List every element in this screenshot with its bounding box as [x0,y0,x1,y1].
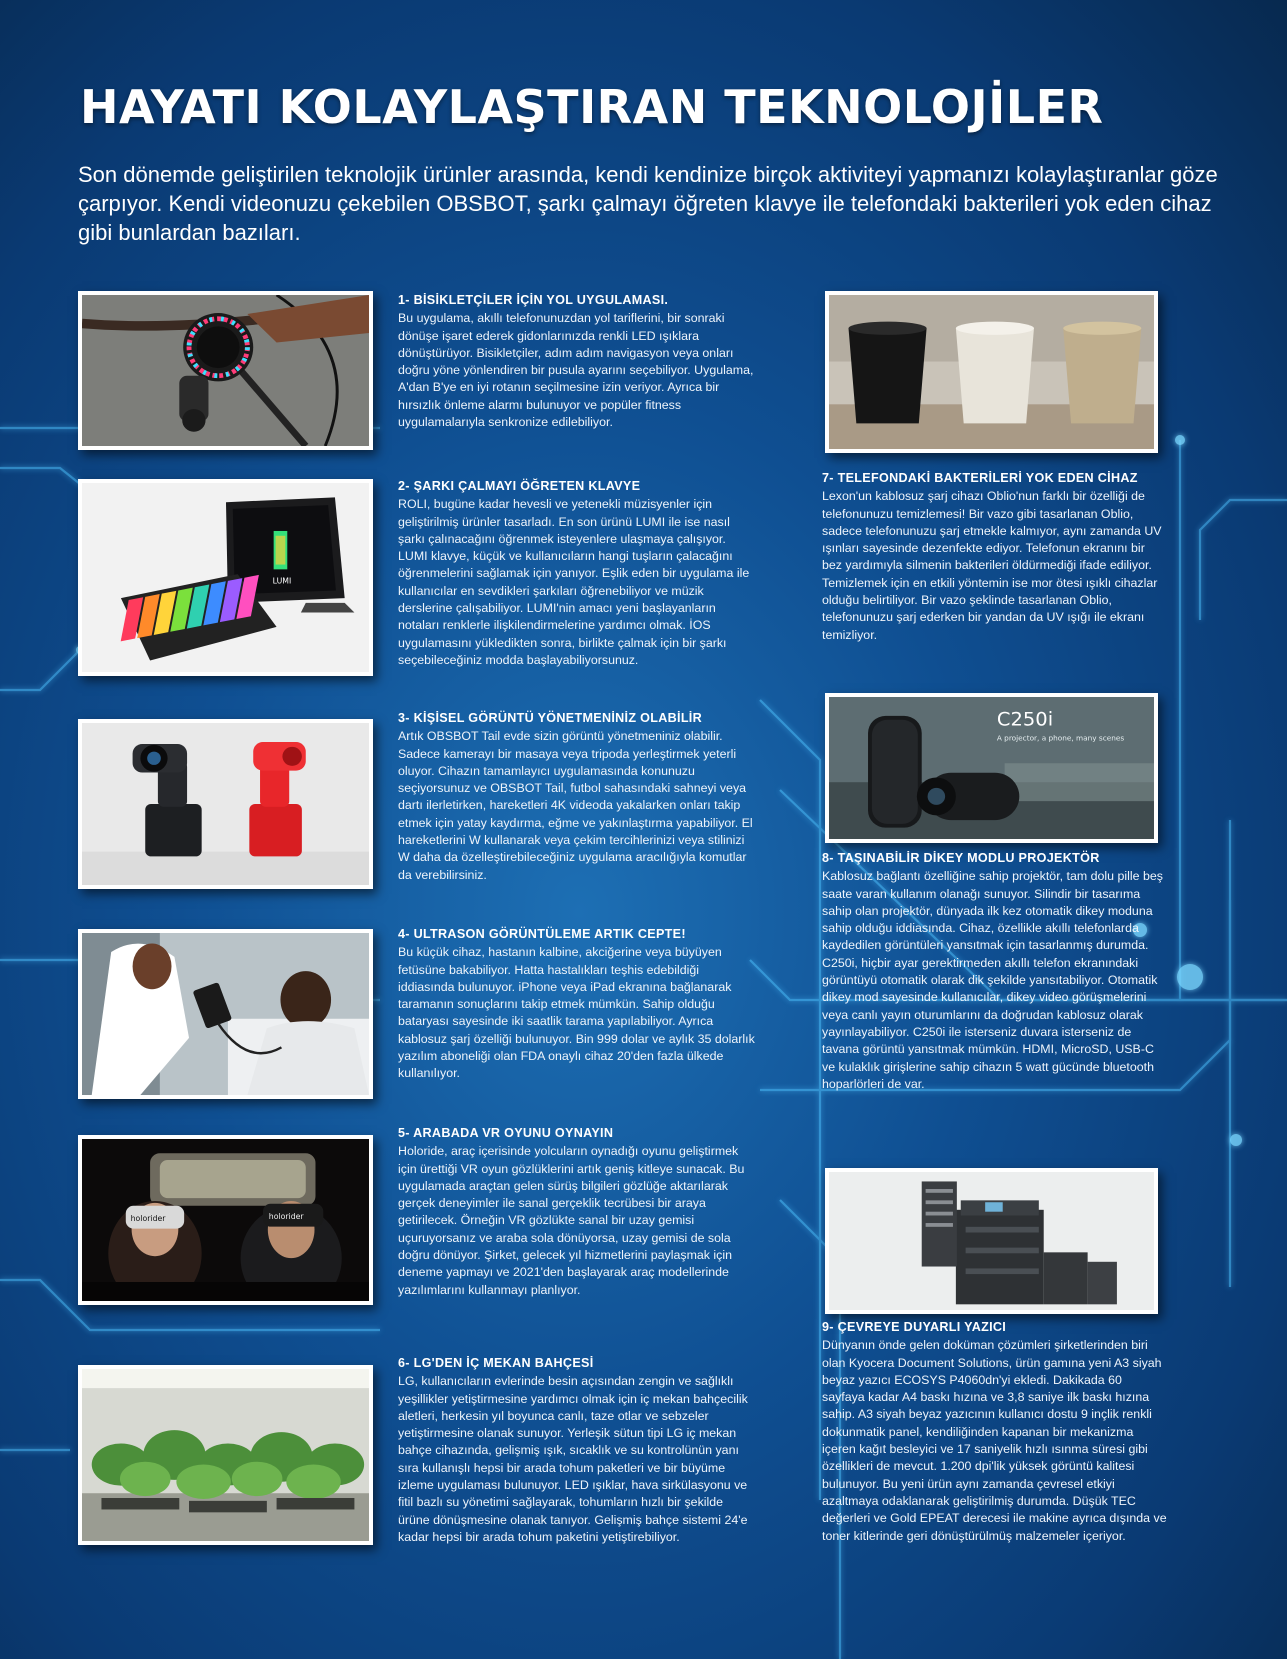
article-body: Holoride, araç içerisinde yolcuların oynadığı oyunu geliştirmek için ürettiği VR oyun gözlüklerini artık geniş kitleye sunacak. Bu uygulamada araçtan gelen sürüş bilgileri gözlüğe aktarılarak gerçek deneyimler ile sanal gerçeklik tecrübesi bir araya getirilecek. Örneğin VR gözlükte sanal bir uzay gemisi uçuruyorsanız ve araba sola dönüyorsa, uzay gemisi de sola doğru dönüyor. Şirket, gelecek yıl hizmetlerini paylaşmak için deneme yapmayı ve 2021'den başlayarak araç modellerinde yazılımlarını kullanmayı planlıyor. [398,1144,745,1297]
photo-lumi-keyboard [78,479,373,676]
keyboard-screen-label: LUMI [272,576,292,586]
vr-logo-left: holorider [130,1214,166,1223]
article-4 [398,926,758,1083]
article-heading: 9- ÇEVREYE DUYARLI YAZICI [822,1320,1007,1334]
article-7 [822,470,1167,644]
page-title: HAYATI KOLAYLAŞTIRAN TEKNOLOJİLER [80,80,1104,134]
vr-car-image [82,1139,369,1301]
article-heading: 1- BİSİKLETÇİLER İÇİN YOL UYGULAMASI. [398,293,669,307]
vr-logo-right: holorider [268,1212,304,1222]
article-2 [398,478,758,669]
printer-image [829,1172,1154,1310]
photo-vr-in-car [78,1135,373,1305]
projector-tagline: A projector, a phone, many scenes [996,733,1125,743]
article-heading: 6- LG'DEN İÇ MEKAN BAHÇESİ [398,1356,594,1370]
article-1 [398,292,758,431]
garden-image [82,1369,369,1541]
obsbot-image [82,723,369,885]
ultrasound-image [82,933,369,1095]
article-body: Artık OBSBOT Tail evde sizin görüntü yönetmeniniz olabilir. Sadece kamerayı bir masaya veya tripoda yerleştirmek yeterli oluyor. Cihazın tamamlayıcı uygulamasında konunuzu seçiyorsunuz ve OBSBOT Tail, futbol sahasındaki sahneyi veya dartı ilerletirken, hareketleri 4K videoda yakalarken onları takip etmek için yatay kaydırma, eğme ve yakınlaştırma yapabiliyor. El hareketlerini W kullanarak veya çekim tercihlerinizi veya stilinizi W daha da özelleştirebileceğiniz uygulama aracılığıyla komutlar da verebilirsiniz. [398,729,753,882]
photo-kyocera-printer [825,1168,1158,1314]
intro-paragraph: Son dönemde geliştirilen teknolojik ürünler arasında, kendi kendinize birçok aktiviteyi yapmanızı kolaylaştıranlar göze çarpıyor. Kendi videonuzu çekebilen OBSBOT, şarkı çalmayı öğreten klavye ile telefondaki bakterileri yok eden cihaz gibi bunlardan bazıları. [78,162,1218,245]
article-3 [398,710,758,884]
projector-title: C250i [996,707,1054,731]
keyboard-image [82,483,369,672]
article-body: Bu küçük cihaz, hastanın kalbine, akciğerine veya büyüyen fetüsüne bakabiliyor. Hatta hastalıkları teşhis edebildiği iddiasında bulunuyor. iPhone veya iPad ekranına bağlanarak taramanın sonuçlarını takip etmek mümkün. Sahip olduğu bataryası sayesinde iki saatlik tarama yapılabiliyor. Ayrıca kablosuz şarj özelliği bulunuyor. Bin 999 dolar ve aylık 35 dolarlık yazılım aboneliği olan FDA onaylı cihaz 20'den fazla ülkede kullanılıyor. [398,945,755,1081]
article-body: Kablosuz bağlantı özelliğine sahip projektör, tam dolu pille beş saate varan kullanım olanağı sunuyor. Silindir bir tasarıma sahip olan projektör, dünyada ilk kez otomatik dikey moduna sahip olduğu iddiasında. Cihaz, özellikle akıllı telefonlarda kaydedilen görüntüleri yansıtmak için tasarlanmış durumda. C250i, hiçbir ayar gerektirmeden akıllı telefon ekranındaki görüntüyü otomatik olarak dik şekilde yansıtabiliyor. Otomatik dikey mod sayesinde kullanıcılar, dikey video görüşmelerini veya canlı yayın oturumlarını da doğrudan kablosuz olarak yayınlayabiliyor. C250i ile isterseniz duvara isterseniz de tavana görüntü yansıtmak mümkün. HDMI, MicroSD, USB-C ve kulaklık girişlerine sahip cihazın 5 watt gücünde bluetooth hoparlörleri de var. [822,869,1163,1091]
article-body: Lexon'un kablosuz şarj cihazı Oblio'nun farklı bir özelliği de telefonunuzu temizlemesi! Bir vazo gibi tasarlanan Oblio, sadece telefonunuzu şarj etmekle kalmıyor, aynı zamanda UV ışınları sayesinde dezenfekte ediyor. Telefonun ekranını bir bez yardımıyla silmenin bakterileri öldürmediği ifade ediliyor. Temizlemek için en etkili yöntemin ise mor ötesi ışıklı cihazlar olduğu belirtiliyor. Bir vazo şeklinde tasarlanan Oblio, telefonunuzu şarj ederken bir yandan da UV ışığı ile ekranı temizliyor. [822,489,1162,642]
article-body: Dünyanın önde gelen doküman çözümleri şirketlerinden biri olan Kyocera Document Solutions, ürün gamına yeni A3 siyah beyaz yazıcı ECOSYS P4060dn'yi ekledi. Dakikada 60 sayfaya kadar A4 baskı hızına ve 3,8 saniye ilk baskı hızına sahip. A3 siyah beyaz yazıcının kullanıcı dostu 9 inçlik renkli dokunmatik panel, kendiliğinden kapanan bir mekanizma içeren kağıt besleyici ve 17 saniyelik hızlı ısınma süresi gibi özellikleri de mevcut. 1.200 dpi'lik yüksek görüntü kalitesi bulunuyor. Bu yeni ürün aynı zamanda çevresel etkiyi azaltmaya odaklanarak geliştirilmiş durumda. Düşük TEC değerleri ve Gold EPEAT derecesi ile makine ayrıca dışında ve toner kitlerinde geri dönüştürülmüş malzemeler içeriyor. [822,1338,1167,1543]
photo-oblio-chargers [825,291,1158,453]
article-heading: 3- KİŞİSEL GÖRÜNTÜ YÖNETMENİNİZ OLABİLİR [398,711,703,725]
article-body: Bu uygulama, akıllı telefonunuzdan yol tariflerini, bir sonraki dönüşe işaret ederek gidonlarınızda renkli LED ışıklara dönüştürüyor. Bisikletçiler, adım adım navigasyon veya onları doğru yöne yönlendiren bir pusula ayarını seçebiliyor. Uygulama, A'dan B'ye en iyi rotanın seçilmesine izin veriyor. Ayrıca bir hırsızlık önleme alarmı bulunuyor ve popüler fitness uygulamalarıyla senkronize edilebiliyor. [398,311,754,430]
article-9 [822,1319,1167,1545]
article-6 [398,1355,758,1546]
article-heading: 8- TAŞINABİLİR DİKEY MODLU PROJEKTÖR [822,851,1100,865]
bicycle-image [82,295,369,446]
article-heading: 4- ULTRASON GÖRÜNTÜLEME ARTIK CEPTE! [398,927,686,941]
article-body: ROLI, bugüne kadar hevesli ve yetenekli müzisyenler için geliştirilmiş ürünler tasarladı. En son ürünü LUMI ile ise nasıl şarkı çalınacağını öğrenmek isteyenlere ulaşmaya çalışıyor. LUMI klavye, küçük ve kullanıcıların hangi tuşların çalacağını öğrenmelerini sağlamak için yanıyor. Eşlik eden bir uygulama ile kullanıcılar en sevdikleri şarkıları öğrenebiliyor ve müzik derslerine çalışabiliyor. LUMI'nin amacı yeni başlayanların notaları renklerle ilişkilendirmelerine yardımcı olmak. İOS uygulamasını yükledikten sonra, birlikte çalmak için bir şarkı seçebileceğiniz modda başlayabiliyorsunuz. [398,497,750,667]
photo-lg-indoor-garden [78,1365,373,1545]
article-heading: 7- TELEFONDAKİ BAKTERİLERİ YOK EDEN CİHAZ [822,471,1138,485]
photo-c250i-projector [825,693,1158,843]
photo-ultrasound [78,929,373,1099]
photo-obsbot-tail [78,719,373,889]
article-heading: 5- ARABADA VR OYUNU OYNAYIN [398,1126,614,1140]
article-8 [822,850,1167,1093]
article-5 [398,1125,758,1299]
projector-image [829,697,1154,839]
photo-bicycle-navigation [78,291,373,450]
article-heading: 2- ŞARKI ÇALMAYI ÖĞRETEN KLAVYE [398,479,641,493]
oblio-image [829,295,1154,449]
article-body: LG, kullanıcıların evlerinde besin açısından zengin ve sağlıklı yeşillikler yetiştirmesine yardımcı olmak için iç mekan bahçecilik aletleri, herkesin yıl boyunca canlı, taze otlar ve sebzeler yetiştirmesine olanak sunuyor. Yerleşik sütun tipi LG iç mekan bahçe cihazında, gelişmiş ışık, sıcaklık ve su kontrolünün yanı sıra kullanışlı hepsi bir arada tohum paketleri ve bir büyüme izleme uygulaması bulunuyor. LED ışıklar, hava sirkülasyonu ve fitil bazlı su yönetimi sağlayarak, tohumların hızlı bir şekilde ürüne dönüşmesine olanak tanıyor. Gelişmiş bahçe sistemi 24'e kadar hepsi bir arada tohum paketini yetiştirebiliyor. [398,1374,748,1544]
